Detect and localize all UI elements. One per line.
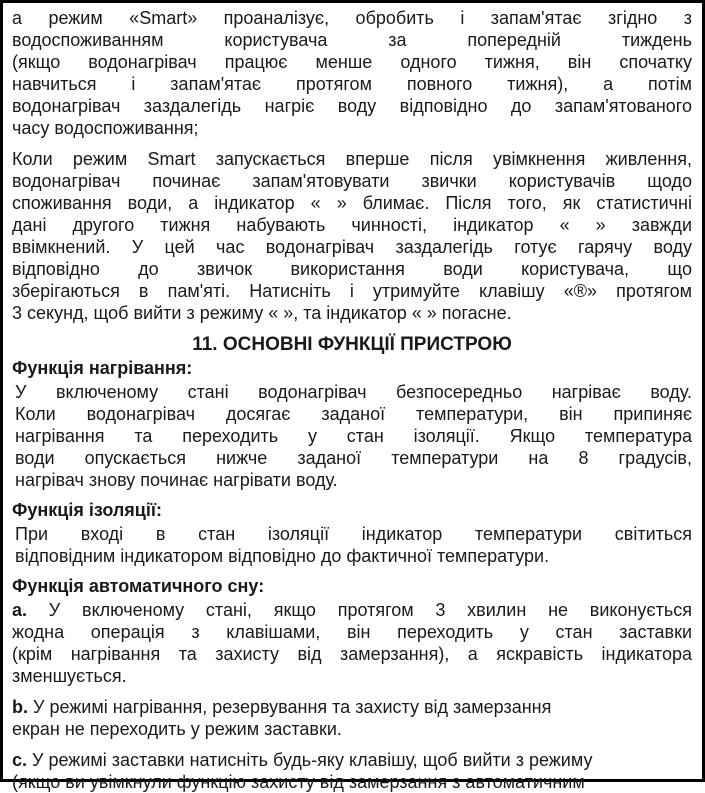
auto-sleep-item-b <box>12 696 692 740</box>
auto-sleep-function-title: Функція автоматичного сну: <box>12 576 265 596</box>
text-line: 3 секунд, щоб вийти з режиму « », та індикатор « » погасне. <box>12 303 512 323</box>
text-line: відповідно до звичок використання води користувача, що <box>12 259 692 279</box>
text-line <box>12 696 692 718</box>
text-line: а режим «Smart» проаналізує, обробить і запам'ятає згідно з <box>12 8 692 28</box>
text-line: (якщо водонагрівач працює менше одного тижня, він спочатку <box>12 52 692 72</box>
text-span: У режимі нагрівання, резервування та захисту від замерзання <box>33 697 552 717</box>
heating-function-title: Функція нагрівання: <box>12 358 193 378</box>
text-line <box>12 599 692 621</box>
text-line: нагрівання та переходить у стан ізоляції. Якщо температура <box>15 426 692 446</box>
text-line: ввімкнений. У цей час водонагрівач заздалегідь готує гарячу воду <box>12 237 692 257</box>
text-line: У включеному стані водонагрівач безпосередньо нагріває воду. <box>15 382 692 402</box>
text-line: Коли водонагрівач досягає заданої температури, він припиняє <box>15 404 692 424</box>
text-line: часу водоспоживання; <box>12 118 199 138</box>
isolation-function-text <box>12 523 692 567</box>
text-line: екран не переходить у режим заставки. <box>12 719 342 739</box>
text-line: нагрівач знову починає нагрівати воду. <box>15 470 338 490</box>
heating-function-text <box>12 381 692 491</box>
text-line: жодна операція з клавішами, він переходить у стан заставки <box>12 622 692 642</box>
text-line: зменшується. <box>12 666 127 686</box>
item-marker: c. <box>12 750 28 770</box>
smart-mode-paragraph <box>12 7 692 139</box>
text-line: води опускається нижче заданої температури на 8 градусів, <box>15 448 692 468</box>
text-line: споживання води, а індикатор « » блимає. Після того, як статистичні <box>12 193 692 213</box>
text-line: водонагрівач заздалегідь нагріє воду відповідно до запам'ятованого <box>12 96 692 116</box>
text-line: (якщо ви увімкнули функцію захисту від замерзання з автоматичним <box>12 772 585 792</box>
text-line: дані другого тижня набувають чинності, індикатор « » завжди <box>12 215 692 235</box>
text-line: (крім нагрівання та захисту від замерзання), а яскравість індикатора <box>12 644 692 664</box>
text-line <box>12 749 692 771</box>
text-line: Коли режим Smart запускається вперше після увімкнення живлення, <box>12 149 692 169</box>
text-line: зберігаються в пам'яті. Натисніть і утримуйте клавішу «®» протягом <box>12 281 692 301</box>
text-span: У режимі заставки натисніть будь-яку клавішу, щоб вийти з режиму <box>32 750 593 770</box>
auto-sleep-item-a <box>12 599 692 687</box>
text-span: У включеному стані, якщо протягом 3 хвилин не виконується <box>48 600 692 620</box>
text-line: водоспоживанням користувача за попередній тиждень <box>12 30 692 50</box>
smart-first-run-paragraph <box>12 148 692 324</box>
text-line: При вході в стан ізоляції індикатор температури світиться <box>15 524 692 544</box>
auto-sleep-item-c <box>12 749 692 793</box>
section-title: 11. ОСНОВНІ ФУНКЦІЇ ПРИСТРОЮ <box>192 334 512 355</box>
item-marker: a. <box>12 600 28 620</box>
isolation-function-title: Функція ізоляції: <box>12 500 162 520</box>
text-line: водонагрівач починає запам'ятовувати звички користувачів щодо <box>12 171 692 191</box>
text-line: навчиться і запам'ятає протягом повного тижня), а потім <box>12 74 692 94</box>
text-line: відповідним індикатором відповідно до фактичної температури. <box>15 546 550 566</box>
item-marker: b. <box>12 697 28 717</box>
